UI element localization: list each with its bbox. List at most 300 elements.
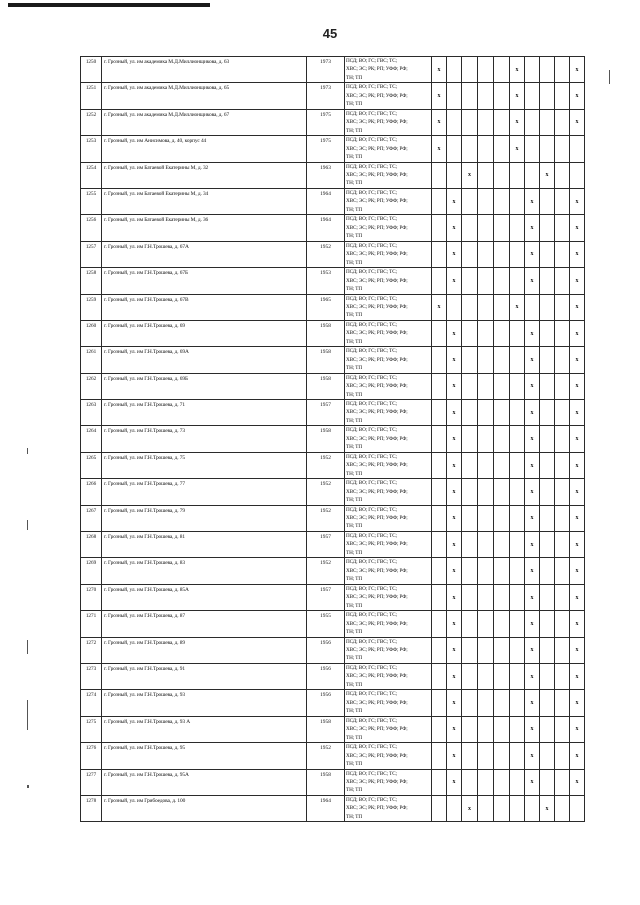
- mark-cell: x: [432, 83, 447, 109]
- works-line: ПСД; ВО; ГС; ГВС; ТС;: [346, 533, 397, 540]
- table-row: [81, 584, 585, 610]
- mark-cell: [540, 426, 555, 452]
- mark-cell: [555, 479, 570, 505]
- mark-cell: [478, 452, 494, 478]
- works-line: ХВС; ЭС; РК; РП; УФФ; РФ;: [346, 435, 408, 442]
- works-line: ТН; ТП: [346, 74, 362, 81]
- works-line: ТН; ТП: [346, 734, 362, 741]
- mark-cell: [478, 400, 494, 426]
- row-number-cell: 1253: [81, 136, 102, 162]
- mark-cell: [494, 268, 510, 294]
- mark-cell: x: [510, 57, 525, 83]
- mark-cell: x: [540, 162, 555, 188]
- works-list-cell: [345, 347, 432, 373]
- works-list-cell: [345, 743, 432, 769]
- works-line: ТН; ТП: [346, 338, 362, 345]
- mark-cell: [432, 320, 447, 346]
- mark-cell: [432, 268, 447, 294]
- mark-cell: [478, 215, 494, 241]
- mark-cell: [510, 637, 525, 663]
- mark-cell: [555, 663, 570, 689]
- mark-cell: [540, 215, 555, 241]
- mark-cell: x: [570, 241, 585, 267]
- mark-cell: [525, 136, 540, 162]
- mark-cell: x: [525, 769, 540, 795]
- works-line: ХВС; ЭС; РК; РП; УФФ; РФ;: [346, 726, 408, 733]
- mark-cell: [432, 452, 447, 478]
- mark-cell: x: [570, 109, 585, 135]
- mark-cell: [462, 320, 478, 346]
- works-line: ХВС; ЭС; РК; РП; УФФ; РФ;: [346, 92, 408, 99]
- mark-cell: [478, 637, 494, 663]
- works-line: ТН; ТП: [346, 497, 362, 504]
- mark-cell: [447, 294, 462, 320]
- mark-cell: [555, 241, 570, 267]
- works-list-cell: [345, 452, 432, 478]
- works-line: ТН; ТП: [346, 153, 362, 160]
- mark-cell: [462, 400, 478, 426]
- works-list-cell: [345, 611, 432, 637]
- mark-cell: x: [570, 637, 585, 663]
- year-cell: 1952: [307, 558, 345, 584]
- mark-cell: x: [447, 241, 462, 267]
- mark-cell: [462, 690, 478, 716]
- mark-cell: x: [432, 294, 447, 320]
- mark-cell: [432, 347, 447, 373]
- year-cell: 1957: [307, 584, 345, 610]
- works-list-cell: [345, 716, 432, 742]
- mark-cell: x: [525, 268, 540, 294]
- mark-cell: x: [525, 637, 540, 663]
- mark-cell: [478, 479, 494, 505]
- mark-cell: [494, 136, 510, 162]
- mark-cell: x: [447, 373, 462, 399]
- mark-cell: x: [570, 400, 585, 426]
- mark-cell: x: [525, 716, 540, 742]
- works-line: ХВС; ЭС; РК; РП; УФФ; РФ;: [346, 488, 408, 495]
- mark-cell: [432, 743, 447, 769]
- mark-cell: [540, 136, 555, 162]
- mark-cell: [462, 637, 478, 663]
- address-cell: г. Грозный, ул. им Г.Н.Трошева, д. 71: [102, 400, 307, 426]
- mark-cell: [540, 479, 555, 505]
- mark-cell: [494, 109, 510, 135]
- address-cell: г. Грозный, ул. им академика М.Д.Миллионщикова, д. 63: [102, 57, 307, 83]
- mark-cell: [570, 136, 585, 162]
- year-cell: 1956: [307, 663, 345, 689]
- address-cell: г. Грозный, ул. им Батаевой Екатерины М, д. 32: [102, 162, 307, 188]
- mark-cell: x: [570, 57, 585, 83]
- mark-cell: [462, 294, 478, 320]
- mark-cell: x: [447, 558, 462, 584]
- mark-cell: [510, 241, 525, 267]
- mark-cell: [462, 83, 478, 109]
- table-row: [81, 188, 585, 214]
- works-list-cell: [345, 769, 432, 795]
- address-cell: г. Грозный, ул. им Г.Н.Трошева, д. 93: [102, 690, 307, 716]
- mark-cell: [478, 188, 494, 214]
- mark-cell: [478, 83, 494, 109]
- works-line: ТН; ТП: [346, 813, 362, 820]
- mark-cell: x: [525, 584, 540, 610]
- mark-cell: [540, 637, 555, 663]
- address-cell: г. Грозный, ул. им Г.Н.Трошева, д. 69: [102, 320, 307, 346]
- works-list-cell: [345, 320, 432, 346]
- mark-cell: x: [570, 452, 585, 478]
- mark-cell: x: [447, 320, 462, 346]
- mark-cell: [462, 716, 478, 742]
- mark-cell: [540, 505, 555, 531]
- mark-cell: x: [570, 716, 585, 742]
- works-line: ХВС; ЭС; РК; РП; УФФ; РФ;: [346, 699, 408, 706]
- mark-cell: [525, 795, 540, 821]
- works-line: ТН; ТП: [346, 708, 362, 715]
- year-cell: 1958: [307, 373, 345, 399]
- mark-cell: x: [447, 347, 462, 373]
- mark-cell: [478, 426, 494, 452]
- works-line: ПСД; ВО; ГС; ГВС; ТС;: [346, 796, 397, 803]
- mark-cell: [462, 452, 478, 478]
- mark-cell: [540, 716, 555, 742]
- works-line: ХВС; ЭС; РК; РП; УФФ; РФ;: [346, 251, 408, 258]
- mark-cell: [432, 769, 447, 795]
- table-row: [81, 716, 585, 742]
- year-cell: 1973: [307, 57, 345, 83]
- mark-cell: [478, 268, 494, 294]
- works-line: ТН; ТП: [346, 391, 362, 398]
- mark-cell: x: [570, 769, 585, 795]
- works-line: ТН; ТП: [346, 523, 362, 530]
- row-number-cell: 1272: [81, 637, 102, 663]
- mark-cell: [540, 663, 555, 689]
- address-cell: г. Грозный, ул. им Анисимова, д. 40, корпус 44: [102, 136, 307, 162]
- mark-cell: [462, 426, 478, 452]
- mark-cell: [478, 584, 494, 610]
- mark-cell: [462, 584, 478, 610]
- mark-cell: [478, 795, 494, 821]
- table-row: [81, 611, 585, 637]
- address-cell: г. Грозный, ул. им Г.Н.Трошева, д. 83: [102, 558, 307, 584]
- row-number-cell: 1275: [81, 716, 102, 742]
- year-cell: 1952: [307, 241, 345, 267]
- mark-cell: x: [570, 611, 585, 637]
- works-line: ХВС; ЭС; РК; РП; УФФ; РФ;: [346, 594, 408, 601]
- works-line: ПСД; ВО; ГС; ГВС; ТС;: [346, 717, 397, 724]
- mark-cell: x: [525, 452, 540, 478]
- table-row: [81, 479, 585, 505]
- works-line: ХВС; ЭС; РК; РП; УФФ; РФ;: [346, 515, 408, 522]
- works-line: ПСД; ВО; ГС; ГВС; ТС;: [346, 374, 397, 381]
- mark-cell: [555, 320, 570, 346]
- works-list-cell: [345, 57, 432, 83]
- row-number-cell: 1256: [81, 215, 102, 241]
- works-line: ХВС; ЭС; РК; РП; УФФ; РФ;: [346, 620, 408, 627]
- mark-cell: x: [570, 479, 585, 505]
- works-line: ПСД; ВО; ГС; ГВС; ТС;: [346, 480, 397, 487]
- mark-cell: [494, 188, 510, 214]
- row-number-cell: 1263: [81, 400, 102, 426]
- works-line: ТН; ТП: [346, 760, 362, 767]
- mark-cell: [462, 769, 478, 795]
- mark-cell: [478, 532, 494, 558]
- works-line: ПСД; ВО; ГС; ГВС; ТС;: [346, 110, 397, 117]
- mark-cell: [494, 320, 510, 346]
- mark-cell: [555, 452, 570, 478]
- mark-cell: x: [447, 400, 462, 426]
- works-line: ХВС; ЭС; РК; РП; УФФ; РФ;: [346, 145, 408, 152]
- mark-cell: [478, 611, 494, 637]
- works-line: ХВС; ЭС; РК; РП; УФФ; РФ;: [346, 805, 408, 812]
- table-row: [81, 320, 585, 346]
- works-line: ПСД; ВО; ГС; ГВС; ТС;: [346, 401, 397, 408]
- mark-cell: [555, 215, 570, 241]
- table-row: [81, 743, 585, 769]
- works-list-cell: [345, 532, 432, 558]
- works-line: ПСД; ВО; ГС; ГВС; ТС;: [346, 691, 397, 698]
- mark-cell: [540, 532, 555, 558]
- mark-cell: [510, 188, 525, 214]
- mark-cell: x: [570, 188, 585, 214]
- mark-cell: [510, 320, 525, 346]
- mark-cell: [478, 294, 494, 320]
- works-list-cell: [345, 241, 432, 267]
- table-row: [81, 109, 585, 135]
- works-list-cell: [345, 637, 432, 663]
- works-line: ПСД; ВО; ГС; ГВС; ТС;: [346, 585, 397, 592]
- mark-cell: [555, 505, 570, 531]
- mark-cell: [462, 532, 478, 558]
- works-line: ПСД; ВО; ГС; ГВС; ТС;: [346, 58, 397, 64]
- page-number: 45: [322, 26, 338, 41]
- mark-cell: [478, 558, 494, 584]
- scan-edge-mark: [27, 785, 29, 788]
- mark-cell: x: [447, 716, 462, 742]
- works-line: ТН; ТП: [346, 285, 362, 292]
- mark-cell: [555, 57, 570, 83]
- works-line: ПСД; ВО; ГС; ГВС; ТС;: [346, 612, 397, 619]
- row-number-cell: 1258: [81, 268, 102, 294]
- works-line: ПСД; ВО; ГС; ГВС; ТС;: [346, 348, 397, 355]
- address-cell: г. Грозный, ул. им Г.Н.Трошева, д. 69А: [102, 347, 307, 373]
- year-cell: 1958: [307, 347, 345, 373]
- mark-cell: [510, 452, 525, 478]
- works-line: ХВС; ЭС; РК; РП; УФФ; РФ;: [346, 647, 408, 653]
- works-line: ХВС; ЭС; РК; РП; УФФ; РФ;: [346, 541, 408, 548]
- mark-cell: [494, 241, 510, 267]
- mark-cell: [555, 637, 570, 663]
- mark-cell: x: [447, 479, 462, 505]
- mark-cell: [432, 188, 447, 214]
- mark-cell: [478, 162, 494, 188]
- mark-cell: [540, 241, 555, 267]
- works-list-cell: [345, 479, 432, 505]
- mark-cell: x: [570, 426, 585, 452]
- mark-cell: [555, 584, 570, 610]
- works-line: ТН; ТП: [346, 180, 362, 187]
- works-list-cell: [345, 795, 432, 821]
- mark-cell: [540, 452, 555, 478]
- mark-cell: [432, 479, 447, 505]
- works-line: ПСД; ВО; ГС; ГВС; ТС;: [346, 770, 397, 777]
- year-cell: 1952: [307, 505, 345, 531]
- mark-cell: x: [447, 188, 462, 214]
- year-cell: 1964: [307, 188, 345, 214]
- mark-cell: x: [525, 347, 540, 373]
- mark-cell: [555, 743, 570, 769]
- mark-cell: x: [447, 215, 462, 241]
- mark-cell: x: [570, 584, 585, 610]
- mark-cell: x: [462, 795, 478, 821]
- mark-cell: [494, 558, 510, 584]
- mark-cell: [570, 795, 585, 821]
- row-number-cell: 1276: [81, 743, 102, 769]
- works-line: ТН; ТП: [346, 602, 362, 609]
- address-cell: г. Грозный, ул. им Г.Н.Трошева, д. 93 А: [102, 716, 307, 742]
- mark-cell: [432, 716, 447, 742]
- works-line: ТН; ТП: [346, 312, 362, 319]
- address-cell: г. Грозный, ул. им академика М.Д.Миллионщикова, д. 67: [102, 109, 307, 135]
- works-line: ПСД; ВО; ГС; ГВС; ТС;: [346, 559, 397, 566]
- mark-cell: [432, 558, 447, 584]
- mark-cell: x: [570, 83, 585, 109]
- mark-cell: [432, 584, 447, 610]
- mark-cell: x: [570, 347, 585, 373]
- mark-cell: [462, 743, 478, 769]
- mark-cell: [555, 188, 570, 214]
- mark-cell: [478, 690, 494, 716]
- address-cell: г. Грозный, ул. им Г.Н.Трошева, д. 67В: [102, 294, 307, 320]
- row-number-cell: 1267: [81, 505, 102, 531]
- year-cell: 1957: [307, 532, 345, 558]
- row-number-cell: 1251: [81, 83, 102, 109]
- mark-cell: [555, 109, 570, 135]
- mark-cell: x: [570, 505, 585, 531]
- row-number-cell: 1260: [81, 320, 102, 346]
- table-row: [81, 83, 585, 109]
- works-list-cell: [345, 294, 432, 320]
- works-line: ТН; ТП: [346, 444, 362, 451]
- mark-cell: [540, 769, 555, 795]
- mark-cell: [525, 109, 540, 135]
- year-cell: 1975: [307, 109, 345, 135]
- mark-cell: x: [462, 162, 478, 188]
- mark-cell: x: [447, 743, 462, 769]
- mark-cell: [462, 611, 478, 637]
- mark-cell: x: [525, 663, 540, 689]
- mark-cell: [432, 611, 447, 637]
- works-list-cell: [345, 109, 432, 135]
- mark-cell: [462, 215, 478, 241]
- mark-cell: [555, 373, 570, 399]
- works-line: ТН; ТП: [346, 101, 362, 108]
- mark-cell: x: [525, 611, 540, 637]
- mark-cell: [540, 188, 555, 214]
- mark-cell: [555, 162, 570, 188]
- row-number-cell: 1277: [81, 769, 102, 795]
- works-line: ТН; ТП: [346, 787, 362, 794]
- table-row: [81, 795, 585, 821]
- scan-edge-mark: [27, 640, 28, 654]
- works-line: ПСД; ВО; ГС; ГВС; ТС;: [346, 321, 397, 328]
- row-number-cell: 1268: [81, 532, 102, 558]
- address-cell: г. Грозный, ул. им Батаевой Екатерины М, д. 34: [102, 188, 307, 214]
- works-line: ТН; ТП: [346, 549, 362, 556]
- mark-cell: x: [447, 690, 462, 716]
- mark-cell: [432, 795, 447, 821]
- mark-cell: [494, 426, 510, 452]
- address-cell: г. Грозный, ул. им академика М.Д.Миллионщикова, д. 65: [102, 83, 307, 109]
- mark-cell: [462, 268, 478, 294]
- address-cell: г. Грозный, ул. им Г.Н.Трошева, д. 73: [102, 426, 307, 452]
- works-line: ПСД; ВО; ГС; ГВС; ТС;: [346, 295, 397, 302]
- mark-cell: [462, 188, 478, 214]
- mark-cell: [494, 400, 510, 426]
- address-cell: г. Грозный, ул. им Батаевой Екатерины М, д. 36: [102, 215, 307, 241]
- row-number-cell: 1274: [81, 690, 102, 716]
- address-cell: г. Грозный, ул. им Г.Н.Трошева, д. 95А: [102, 769, 307, 795]
- works-list-cell: [345, 162, 432, 188]
- works-line: ПСД; ВО; ГС; ГВС; ТС;: [346, 744, 397, 751]
- mark-cell: x: [525, 479, 540, 505]
- works-line: ПСД; ВО; ГС; ГВС; ТС;: [346, 427, 397, 434]
- mark-cell: [510, 479, 525, 505]
- mark-cell: [555, 558, 570, 584]
- table-row: [81, 663, 585, 689]
- works-line: ТН; ТП: [346, 233, 362, 240]
- year-cell: 1952: [307, 452, 345, 478]
- mark-cell: [494, 611, 510, 637]
- address-cell: г. Грозный, ул. им Г.Н.Трошева, д. 89: [102, 637, 307, 663]
- mark-cell: [540, 743, 555, 769]
- mark-cell: [494, 584, 510, 610]
- table-row: [81, 400, 585, 426]
- mark-cell: [540, 83, 555, 109]
- mark-cell: x: [447, 637, 462, 663]
- mark-cell: x: [447, 268, 462, 294]
- year-cell: 1952: [307, 479, 345, 505]
- mark-cell: [510, 215, 525, 241]
- mark-cell: x: [570, 663, 585, 689]
- works-line: ТН; ТП: [346, 629, 362, 636]
- works-line: ХВС; ЭС; РК; РП; УФФ; РФ;: [346, 277, 408, 284]
- works-line: ТН; ТП: [346, 655, 362, 662]
- mark-cell: [540, 373, 555, 399]
- mark-cell: [525, 294, 540, 320]
- mark-cell: x: [525, 690, 540, 716]
- works-list-cell: [345, 83, 432, 109]
- row-number-cell: 1266: [81, 479, 102, 505]
- works-line: ХВС; ЭС; РК; РП; УФФ; РФ;: [346, 330, 408, 337]
- mark-cell: x: [525, 558, 540, 584]
- mark-cell: [494, 479, 510, 505]
- mark-cell: [478, 320, 494, 346]
- mark-cell: [462, 241, 478, 267]
- mark-cell: [447, 109, 462, 135]
- table-row: [81, 268, 585, 294]
- scan-edge-mark: [27, 700, 28, 730]
- address-cell: г. Грозный, ул. им Грибоедова, д. 100: [102, 795, 307, 821]
- mark-cell: [555, 769, 570, 795]
- mark-cell: [432, 690, 447, 716]
- works-list-cell: [345, 426, 432, 452]
- mark-cell: [494, 637, 510, 663]
- mark-cell: x: [447, 769, 462, 795]
- works-line: ТН; ТП: [346, 681, 362, 688]
- mark-cell: [432, 505, 447, 531]
- mark-cell: x: [432, 136, 447, 162]
- mark-cell: [510, 426, 525, 452]
- address-cell: г. Грозный, ул. им Г.Н.Трошева, д. 69Б: [102, 373, 307, 399]
